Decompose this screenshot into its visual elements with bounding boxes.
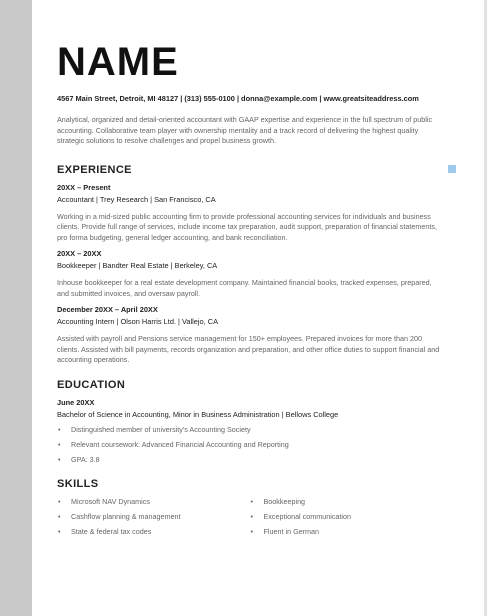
bullet-icon: • <box>250 496 254 506</box>
experience-entry <box>57 305 442 366</box>
list-item <box>250 527 443 537</box>
list-item-text: Distinguished member of university's Accounting Society <box>71 424 251 434</box>
education-degree: Bachelor of Science in Accounting, Minor in Business Administration | Bellows College <box>57 409 339 419</box>
list-item-text: State & federal tax codes <box>71 526 152 536</box>
list-item-text: Relevant coursework: Advanced Financial Accounting and Reporting <box>71 439 289 449</box>
skills-list-right <box>250 497 443 537</box>
entry-description: Inhouse bookkeeper for a real estate development company. Maintained financial books, tracked expenses, prepared, and submitted invoices, and oversaw payroll. <box>57 278 432 298</box>
bullet-icon: • <box>58 424 61 434</box>
list-item <box>250 497 443 507</box>
list-item <box>57 440 442 450</box>
entry-role: Accounting Intern | Olson Harris Ltd. | Vallejo, CA <box>57 317 219 326</box>
list-item <box>57 512 250 522</box>
experience-entry <box>57 183 442 244</box>
list-item <box>57 527 250 537</box>
bullet-icon: • <box>58 454 61 464</box>
bullet-icon: • <box>250 526 254 536</box>
education-bullets <box>57 425 442 465</box>
bullet-icon: • <box>250 511 254 521</box>
list-item <box>57 425 442 435</box>
skills-list-left <box>57 497 250 537</box>
list-item-text: Microsoft NAV Dynamics <box>71 496 150 506</box>
skills-column-left <box>57 497 250 542</box>
entry-role: Accountant | Trey Research | San Francisco, CA <box>57 194 216 204</box>
bullet-icon: • <box>58 526 61 536</box>
bullet-icon: • <box>58 511 61 521</box>
contact-line: 4567 Main Street, Detroit, MI 48127 | (313) 555-0100 | donna@example.com | www.greatsiteaddress.com <box>57 94 419 103</box>
resume-name: NAME <box>57 40 179 84</box>
entry-date: 20XX – Present <box>57 182 111 192</box>
list-item <box>57 455 442 465</box>
education-date: June 20XX <box>57 397 95 407</box>
entry-description: Assisted with payroll and Pensions service management for 150+ employees. Prepared invoices for more than 200 clients. Assisted with bill payments, records organization and preparation, and other office duties to support financial and accounting operations. <box>57 334 440 364</box>
accent-square <box>448 165 456 173</box>
list-item <box>250 512 443 522</box>
bullet-icon: • <box>58 439 61 449</box>
list-item-text: Fluent in German <box>263 526 320 536</box>
bullet-icon: • <box>58 496 61 506</box>
list-item <box>57 497 250 507</box>
experience-heading: EXPERIENCE <box>57 163 132 176</box>
skills-heading: SKILLS <box>57 477 99 490</box>
entry-description: Working in a mid-sized public accounting firm to provide professional accounting services for individuals and business clients. Provide full range of services, include income tax preparation, audit support, preparation of financial statements, pro forma budgeting, general ledger accounting, and bank reconciliation. <box>57 211 437 242</box>
entry-date: December 20XX – April 20XX <box>57 305 158 314</box>
skills-column-right <box>250 497 443 542</box>
list-item-text: GPA: 3.8 <box>71 454 100 464</box>
list-item-text: Bookkeeping <box>263 496 306 506</box>
education-heading: EDUCATION <box>57 378 126 391</box>
entry-date: 20XX – 20XX <box>57 249 102 258</box>
resume-content <box>57 40 442 542</box>
list-item-text: Exceptional communication <box>263 511 351 521</box>
summary-paragraph: Analytical, organized and detail-oriented accountant with GAAP expertise and experience in the full spectrum of public accounting. Collaborative team player with ownership mentality and a track record of delivering the highest quality strategic solutions to resolve challenges and propel business growth. <box>57 115 433 145</box>
entry-role: Bookkeeper | Bandter Real Estate | Berkeley, CA <box>57 261 218 270</box>
experience-entry <box>57 249 442 299</box>
list-item-text: Cashflow planning & management <box>71 511 181 521</box>
sidebar-band <box>0 0 32 616</box>
skills-grid <box>57 497 442 542</box>
